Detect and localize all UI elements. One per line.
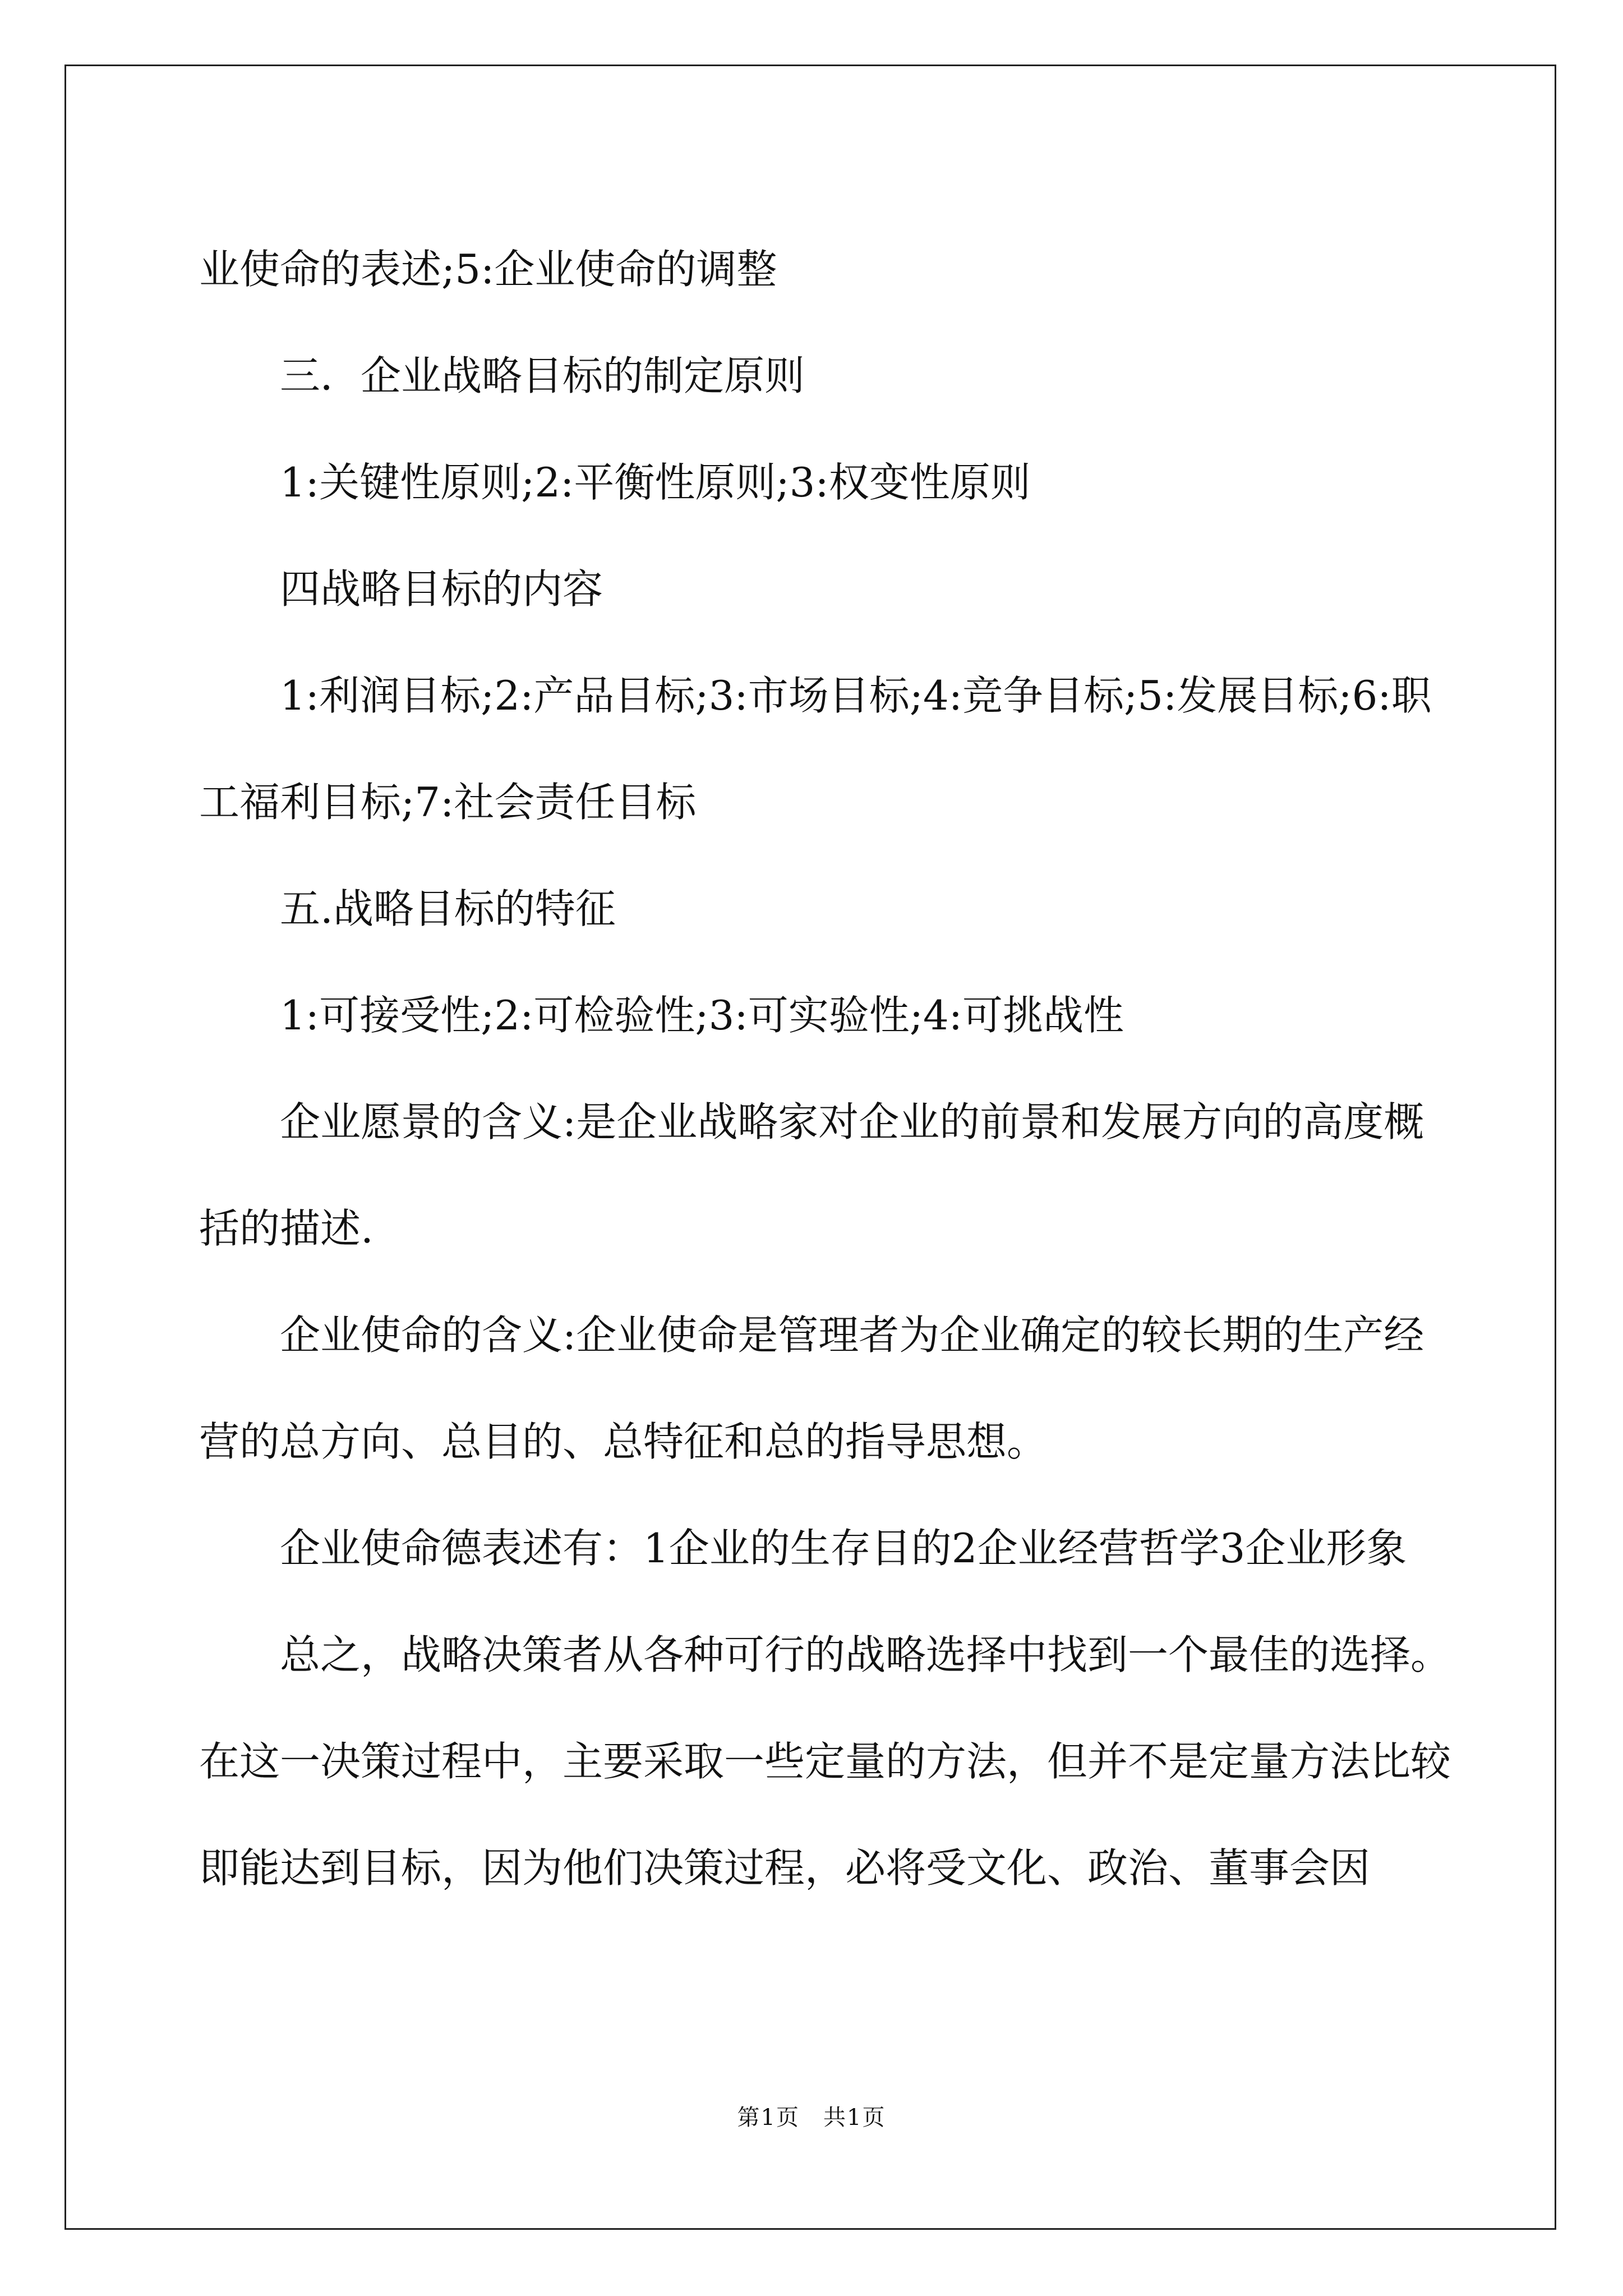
paragraph-5: 1:利润目标;2:产品目标;3:市场目标;4:竞争目标;5:发展目标;6:职工福利目标;7:社会责任目标 — [199, 672, 1432, 826]
paragraph-2: 三．企业战略目标的制定原则 — [280, 352, 805, 399]
paragraph-4: 四战略目标的内容 — [280, 565, 603, 613]
page-number: 第1页 共1页 — [737, 2105, 886, 2131]
paragraph-8: 企业愿景的含义:是企业战略家对企业的前景和发展方向的高度概括的描述. — [199, 1098, 1424, 1252]
document-body — [199, 216, 1461, 1921]
paragraph-7: 1:可接受性;2:可检验性;3:可实验性;4:可挑战性 — [280, 992, 1124, 1039]
paragraph-1: 业使命的表述;5:企业使命的调整 — [199, 246, 777, 293]
paragraph-9: 企业使命的含义:企业使命是管理者为企业确定的较长期的生产经营的总方向、总目的、总特征和总的指导思想。 — [199, 1312, 1424, 1465]
paragraph-3: 1:关键性原则;2:平衡性原则;3:权变性原则 — [280, 459, 1031, 506]
paragraph-6: 五.战略目标的特征 — [280, 885, 616, 932]
paragraph-11: 总之，战略决策者从各种可行的战略选择中找到一个最佳的选择。在这一决策过程中，主要采取一些定量的方法，但并不是定量方法比较即能达到目标，因为他们决策过程，必将受文化、政治、董事会因 — [199, 1631, 1451, 1892]
paragraph-10: 企业使命德表述有：1企业的生存目的2企业经营哲学3企业形象 — [280, 1525, 1407, 1572]
